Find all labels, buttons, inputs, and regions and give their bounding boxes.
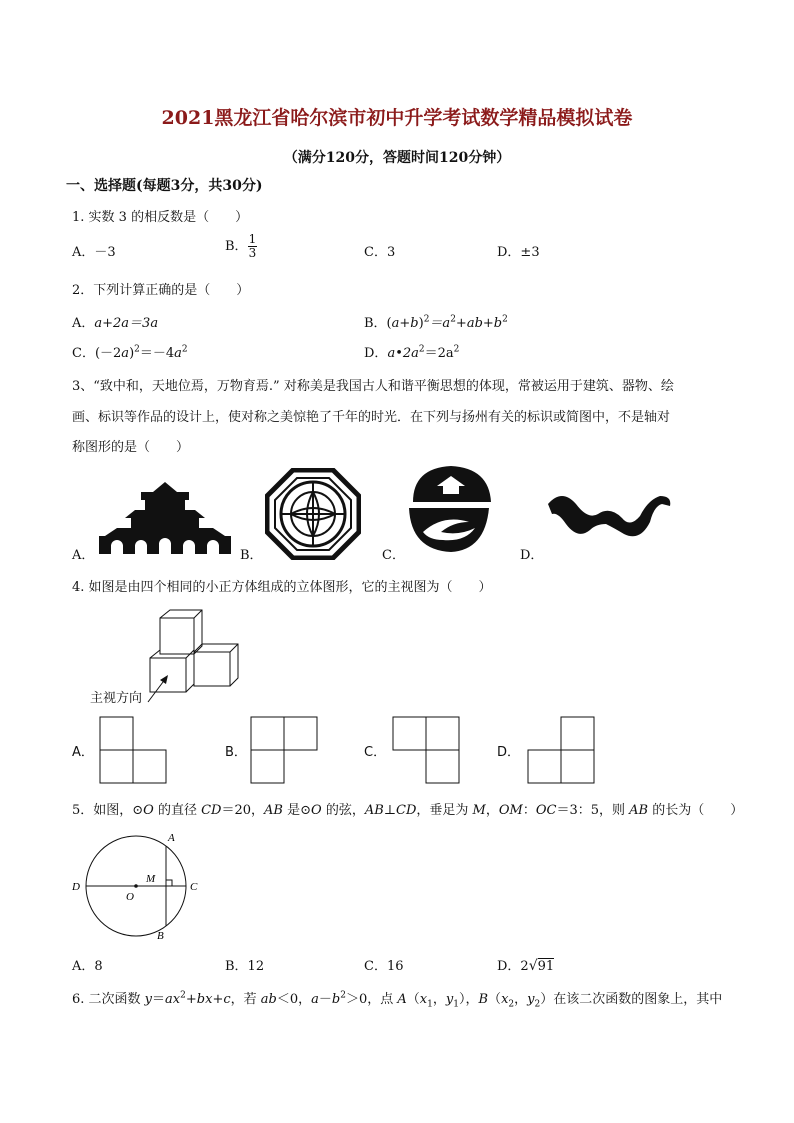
label-d: D: [72, 881, 80, 893]
q1-option-d: D．±3: [497, 245, 540, 260]
q3-option-d: D．: [520, 548, 544, 563]
q6-stem: 6. 二次函数 $y=ax^2+bx+c$，若 ab＜0，$a-b^2>0$，点 $A(x_1$，$y_1$），$B(x_2$，$y_2$）在该二次函数的图象上，其中: [72, 990, 723, 1010]
view-direction-arrow: [144, 672, 174, 706]
q5-option-a: A．8: [72, 959, 103, 974]
q1-option-a: A．－3: [72, 245, 116, 260]
fraction: $\frac{1}{3}$: [248, 232, 257, 260]
q2-stem: 2．下列计算正确的是（ ）: [72, 283, 250, 298]
q2-option-c: C．$(-2a)^2=-4a^2$: [72, 344, 188, 361]
q4-stem: 4. 如图是由四个相同的小正方体组成的立体图形，它的主视图为（ ）: [72, 580, 492, 595]
q5-option-d: D．2√91: [497, 958, 555, 974]
label-a: A: [168, 832, 175, 844]
q5-option-b: B．12: [225, 959, 265, 974]
q3-line-3: 称图形的是（ ）: [72, 440, 190, 455]
q4-option-b-figure: [250, 716, 320, 786]
q3-line-2: 画、标识等作品的设计上，使对称之美惊艳了千年的时光．在下列与扬州有关的标识或简图中，不是轴对: [72, 410, 671, 425]
label-m: M: [146, 873, 156, 885]
q5-stem: 5．如图，⊙O 的直径 CD＝20，AB 是⊙O 的弦，AB⊥CD，垂足为 M，OM：OC＝3：5，则 AB 的长为（ ）: [72, 803, 744, 818]
q4-option-a: A．: [72, 745, 94, 760]
q3-snake-image: [544, 484, 674, 542]
q3-building-image: [95, 478, 235, 554]
q4-option-d-figure: [527, 716, 597, 786]
q5-option-c: C．16: [364, 959, 404, 974]
section-heading: 一、选择题(每题3分，共30分): [66, 178, 263, 194]
page-title: 2021黑龙江省哈尔滨市初中升学考试数学精品模拟试卷: [161, 107, 633, 129]
q4-option-b: B．: [225, 745, 247, 760]
q3-option-c: C．: [382, 548, 405, 563]
q2-option-b: B．$(a+b)^2=a^2+ab+b^2$: [364, 314, 508, 331]
q2-option-a: A．a+2a＝3a: [72, 316, 159, 331]
page-subtitle: （满分120分，答题时间120分钟）: [283, 150, 511, 166]
q2-option-d: D．$a•2a^2=2a^2$: [364, 344, 460, 361]
q3-option-b: B．: [240, 548, 263, 563]
q4-option-c: C．: [364, 745, 387, 760]
q1-stem: 1. 实数 3 的相反数是（ ）: [72, 210, 249, 225]
q5-circle-diagram: [70, 826, 210, 946]
q1-option-c: C．3: [364, 245, 396, 260]
label-o: O: [126, 891, 134, 903]
view-direction-label: 主视方向: [90, 691, 143, 706]
q3-window-image: [265, 468, 361, 560]
q3-option-a: A．: [72, 548, 95, 563]
q1-option-b: B． $\frac{1}{3}$: [225, 232, 257, 260]
q3-line-1: 3、“致中和，天地位焉，万物育焉.” 对称美是我国古人和谐平衡思想的体现，常被运用于建筑、器物、绘: [72, 379, 674, 394]
q4-option-d: D．: [497, 745, 521, 760]
q3-emblem-image: [403, 462, 499, 554]
label-c: C: [190, 881, 198, 893]
q4-option-a-figure: [99, 716, 169, 786]
label-b: B: [157, 930, 164, 942]
q4-option-c-figure: [392, 716, 462, 786]
